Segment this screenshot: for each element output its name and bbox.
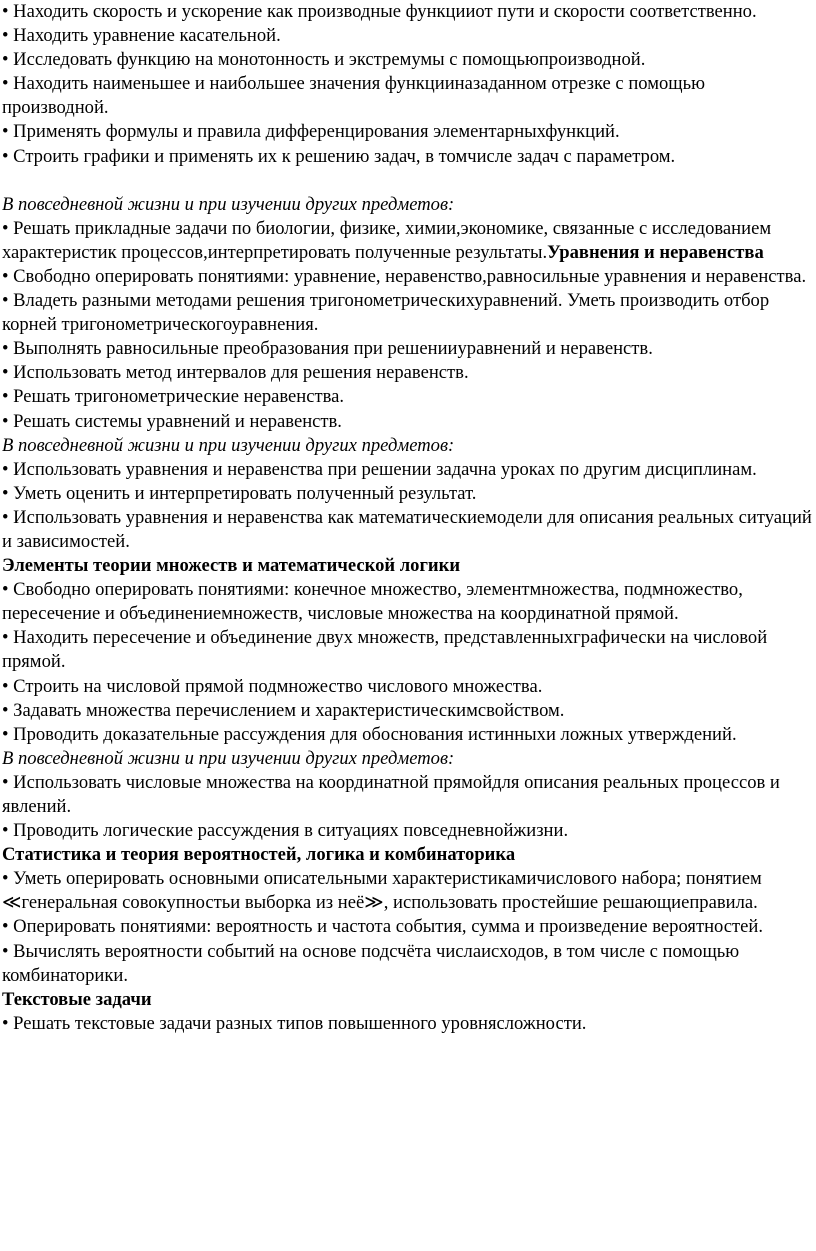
list-item: • Исследовать функцию на монотонность и экстремумы с помощьюпроизводной. <box>2 49 646 71</box>
list-item: • Находить скорость и ускорение как производные функцииот пути и скорости соответственно. <box>2 1 757 22</box>
list-item: • Находить уравнение касательной. <box>2 25 281 47</box>
daily-life-label: В повседневной жизни и при изучении других предметов: <box>2 193 455 215</box>
list-item: • Находить пересечение и объединение двух множеств, представленныхграфически на числовой прямой. <box>2 627 768 673</box>
list-item: • Использовать метод интервалов для решения неравенств. <box>2 362 469 384</box>
list-item: • Строить на числовой прямой подмножество числового множества. <box>2 675 543 697</box>
list-item: • Свободно оперировать понятиями: уравнение, неравенство,равносильные уравнения и неравенства. <box>2 265 807 287</box>
list-item: • Решать системы уравнений и неравенств. <box>2 410 342 432</box>
section-heading-text-problems: Текстовые задачи <box>2 988 152 1010</box>
list-item: • Решать тригонометрические неравенства. <box>2 386 345 408</box>
document-page <box>2 0 814 1036</box>
list-item: • Находить наименьшее и наибольшее значения функцииназаданном отрезке с помощью производной. <box>2 73 705 119</box>
daily-life-label: В повседневной жизни и при изучении других предметов: <box>2 747 455 769</box>
list-item: • Использовать числовые множества на координатной прямойдля описания реальных процессов и явлений. <box>2 771 780 817</box>
list-item: • Выполнять равносильные преобразования при решенииуравнений и неравенств. <box>2 338 653 360</box>
section-heading-sets: Элементы теории множеств и математической логики <box>2 555 461 577</box>
list-item: • Строить графики и применять их к решению задач, в томчисле задач с параметром. <box>2 145 676 167</box>
section-heading-equations: Уравнения и неравенства <box>547 241 764 263</box>
list-item: • Применять формулы и правила дифференцирования элементарныхфункций. <box>2 121 620 143</box>
list-item: • Проводить доказательные рассуждения для обоснования истинныхи ложных утверждений. <box>2 723 737 745</box>
list-item: • Решать текстовые задачи разных типов повышенного уровнясложности. <box>2 1012 587 1034</box>
list-item: • Использовать уравнения и неравенства при решении задачна уроках по другим дисциплинам. <box>2 458 757 480</box>
list-item: • Задавать множества перечислением и характеристическимсвойством. <box>2 699 565 721</box>
list-item: • Проводить логические рассуждения в ситуациях повседневнойжизни. <box>2 820 569 842</box>
list-item-with-heading <box>2 217 814 265</box>
list-item: • Уметь оперировать основными описательными характеристикамичислового набора; понятием ≪генеральная совокупностьи выборка из неё≫, использовать простейшие решающиеправила. <box>2 868 762 914</box>
list-item: • Использовать уравнения и неравенства как математическиемодели для описания реальных ситуаций и зависимостей. <box>2 506 812 552</box>
list-item: • Уметь оценить и интерпретировать полученный результат. <box>2 482 477 504</box>
blank-line <box>2 169 814 193</box>
section-heading-statistics: Статистика и теория вероятностей, логика и комбинаторика <box>2 844 516 866</box>
daily-life-label: В повседневной жизни и при изучении других предметов: <box>2 434 455 456</box>
list-item: • Вычислять вероятности событий на основе подсчёта числаисходов, в том числе с помощью комбинаторики. <box>2 940 740 986</box>
list-item: • Свободно оперировать понятиями: конечное множество, элементмножества, подмножество, пересечение и объединениемножеств, числовые множества на координатной прямой. <box>2 579 743 625</box>
list-item: • Оперировать понятиями: вероятность и частота события, сумма и произведение вероятностей. <box>2 916 764 938</box>
list-item: • Владеть разными методами решения тригонометрическихуравнений. Уметь производить отбор корней тригонометрическогоуравнения. <box>2 290 770 336</box>
list-item-text: • Решать прикладные задачи по биологии, физике, химии,экономике, связанные с исследованием характеристик процессов,интерпретировать полученные результаты. <box>2 217 772 263</box>
